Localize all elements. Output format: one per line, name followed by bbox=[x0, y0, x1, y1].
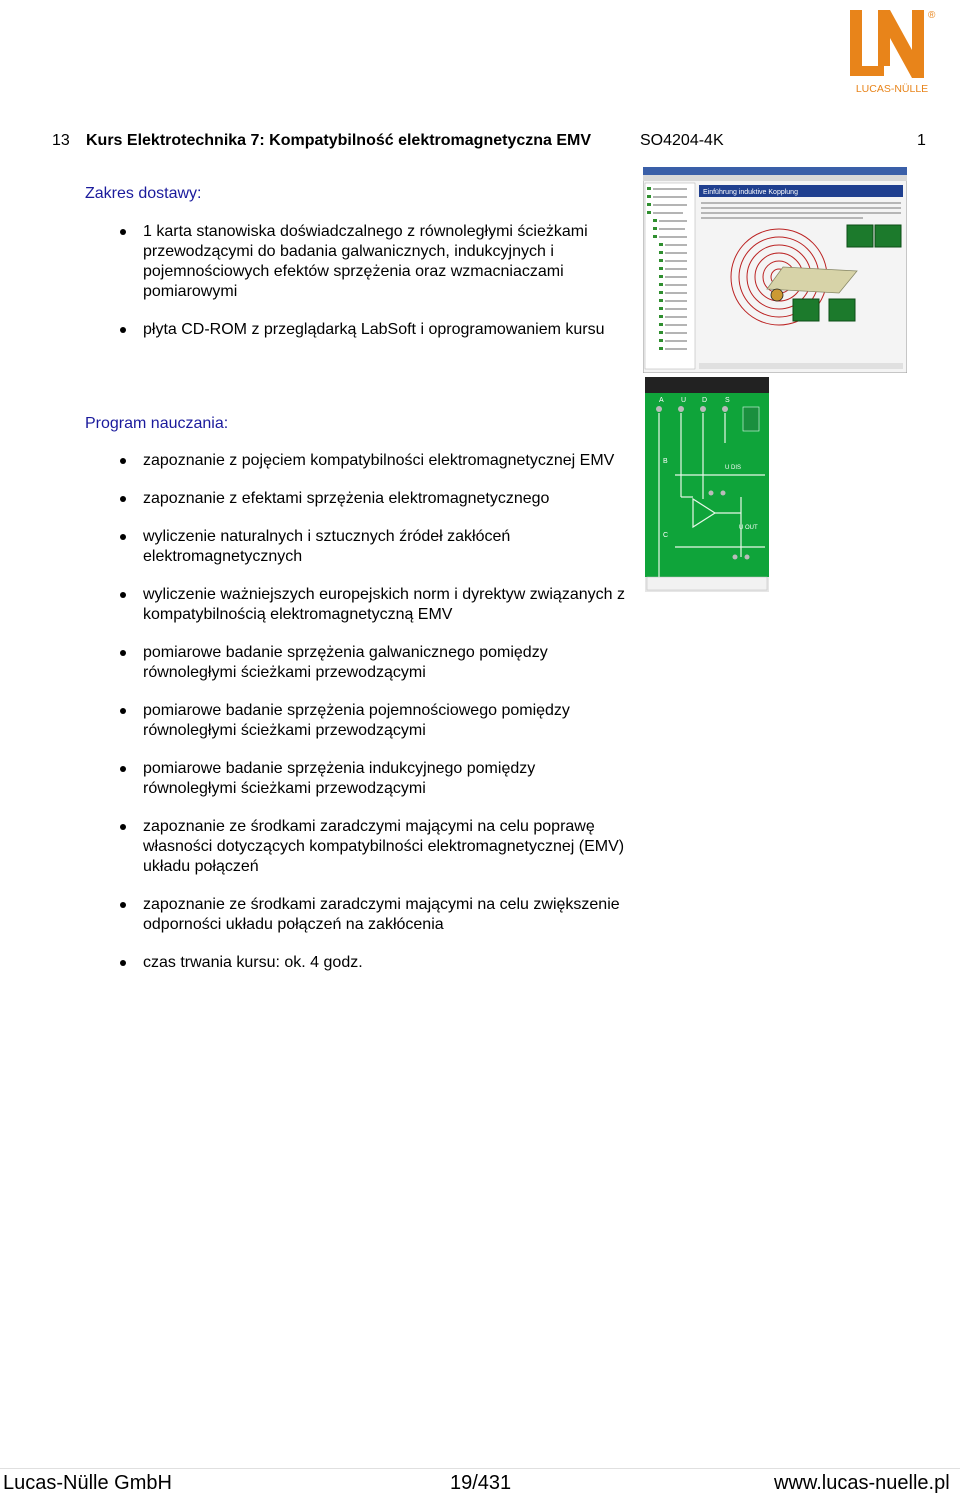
product-code: SO4204-4K bbox=[640, 132, 724, 149]
list-item bbox=[120, 527, 630, 567]
list-item bbox=[120, 489, 630, 509]
bullet-icon bbox=[120, 708, 126, 714]
bullet-icon bbox=[120, 960, 126, 966]
board-label-udis: U DIS bbox=[725, 465, 742, 471]
list-item-text: wyliczenie ważniejszych europejskich norm i dyrektyw związanych z kompatybilnością elektromagnetyczną EMV bbox=[143, 586, 625, 623]
footer-url[interactable]: www.lucas-nuelle.pl bbox=[774, 1472, 950, 1494]
list-item bbox=[120, 817, 630, 877]
bullet-icon bbox=[120, 229, 126, 235]
bullet-icon bbox=[120, 327, 126, 333]
list-item bbox=[120, 759, 630, 799]
item-number: 13 bbox=[52, 132, 70, 149]
list-item bbox=[120, 320, 630, 340]
list-item bbox=[120, 643, 630, 683]
board-label-s: S bbox=[725, 397, 730, 404]
list-item-text: zapoznanie ze środkami zaradczymi mającymi na celu poprawę własności dotyczących kompatybilności elektromagnetycznej (EMV) układu połączeń bbox=[143, 818, 625, 875]
labsoft-screenshot bbox=[643, 167, 907, 373]
list-item bbox=[120, 953, 630, 973]
board-label-b: B bbox=[663, 458, 668, 465]
footer-divider bbox=[0, 1468, 960, 1469]
course-title: Kurs Elektrotechnika 7: Kompatybilność elektromagnetyczna EMV bbox=[86, 132, 592, 149]
screenshot-title: Einführung induktive Kopplung bbox=[703, 189, 798, 196]
list-item-text: zapoznanie ze środkami zaradczymi mającymi na celu zwiększenie odporności układu połączeń na zakłócenia bbox=[143, 896, 620, 933]
curriculum-list bbox=[120, 451, 630, 991]
list-item-text: zapoznanie z efektami sprzężenia elektromagnetycznego bbox=[143, 490, 550, 507]
registered-mark: ® bbox=[928, 10, 936, 21]
list-item bbox=[120, 451, 630, 471]
board-label-u: U bbox=[681, 397, 687, 404]
bullet-icon bbox=[120, 902, 126, 908]
list-item-text: pomiarowe badanie sprzężenia galwanicznego pomiędzy równoległymi ścieżkami przewodzącymi bbox=[143, 644, 548, 681]
board-label-d: D bbox=[702, 397, 708, 404]
delivery-heading: Zakres dostawy: bbox=[85, 185, 202, 202]
experiment-board-photo bbox=[645, 377, 769, 592]
board-label-uout: U OUT bbox=[739, 525, 758, 531]
list-item-text: pomiarowe badanie sprzężenia indukcyjnego pomiędzy równoległymi ścieżkami przewodzącymi bbox=[143, 760, 536, 797]
bullet-icon bbox=[120, 650, 126, 656]
bullet-icon bbox=[120, 824, 126, 830]
list-item-text: płyta CD-ROM z przeglądarką LabSoft i oprogramowaniem kursu bbox=[143, 321, 605, 338]
bullet-icon bbox=[120, 496, 126, 502]
lucas-nuelle-logo bbox=[848, 6, 936, 94]
list-item bbox=[120, 701, 630, 741]
logo-text: LUCAS-NÜLLE bbox=[855, 83, 929, 94]
bullet-icon bbox=[120, 458, 126, 464]
list-item bbox=[120, 895, 630, 935]
list-item bbox=[120, 222, 630, 302]
list-item bbox=[120, 585, 630, 625]
list-item-text: pomiarowe badanie sprzężenia pojemnościowego pomiędzy równoległymi ścieżkami przewodzącymi bbox=[143, 702, 570, 739]
list-item-text: wyliczenie naturalnych i sztucznych źródeł zakłóceń elektromagnetycznych bbox=[143, 528, 511, 565]
footer-page-number: 19/431 bbox=[450, 1472, 512, 1494]
board-label-a: A bbox=[659, 397, 664, 404]
delivery-list bbox=[120, 222, 630, 358]
list-item-text: czas trwania kursu: ok. 4 godz. bbox=[143, 954, 363, 971]
quantity: 1 bbox=[917, 132, 926, 149]
bullet-icon bbox=[120, 592, 126, 598]
bullet-icon bbox=[120, 534, 126, 540]
board-label-c: C bbox=[663, 532, 669, 539]
bullet-icon bbox=[120, 766, 126, 772]
curriculum-heading: Program nauczania: bbox=[85, 415, 229, 432]
list-item-text: 1 karta stanowiska doświadczalnego z równoległymi ścieżkami przewodzącymi do badania galwanicznych, indukcyjnych i pojemnościowych efektów sprzężenia oraz wzmacniaczami pomiarowymi bbox=[143, 223, 588, 300]
footer-company: Lucas-Nülle GmbH bbox=[3, 1472, 172, 1494]
list-item-text: zapoznanie z pojęciem kompatybilności elektromagnetycznej EMV bbox=[143, 452, 615, 469]
